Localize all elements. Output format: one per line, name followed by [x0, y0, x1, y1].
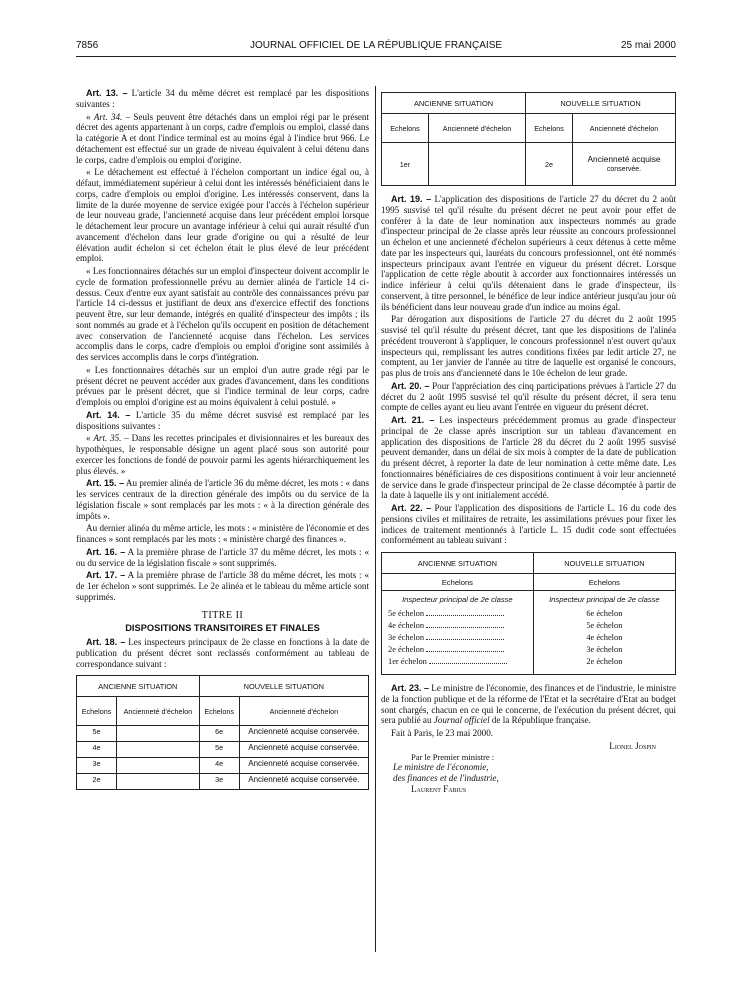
table-subheader: Ancienneté d'échelon [429, 114, 526, 143]
table-row: 3e 4e Ancienneté acquise conservée. [77, 758, 369, 774]
list-item: 2e échelon [388, 644, 527, 656]
reclassement-table-continued [381, 92, 676, 186]
fait-a-paris: Fait à Paris, le 23 mai 2000. [391, 728, 494, 738]
publication-date: 25 mai 2000 [620, 40, 676, 51]
table-subheader: Ancienneté d'échelon [573, 114, 676, 143]
art13-q2: « Le détachement est effectué à l'échelon comportant un indice égal ou, à défaut, immédiatement supérieur à celui dont les intéressés bénéficiaient dans le corps, cadre d'emplois ou emploi d'origine. Les intéressés conservent, dans la limite de la durée moyenne de service exigée pour l'accès à l'échelon supérieur de leur nouveau grade, l'ancienneté acquise dans leur précédent emploi lorsque le détachement leur procure un avantage inférieur à celui qui aurait résulté d'un avancement d'échelon dans leur grade d'origine ou qui a résulté de leur élévation audit échelon si cet échelon était le plus élevé de leur précédent emploi. [76, 167, 369, 264]
art23: Art. 23. – Le ministre de l'économie, des finances et de l'industrie, le ministre de la fonction publique et de la réforme de l'Etat et la secrétaire d'Etat au budget sont chargés, chacun en ce qui le concerne, de l'exécution du présent décret, qui sera publié au Journal officiel de la République française. [381, 683, 676, 726]
right-column [381, 92, 676, 795]
dispositions-heading: DISPOSITIONS TRANSITOIRES ET FINALES [125, 623, 320, 634]
table-header-old: ANCIENNE SITUATION [382, 553, 534, 574]
list-item: 4e échelon [586, 633, 623, 642]
table-row: 1er 2e Ancienneté acquise conservée. [382, 143, 676, 186]
table-subheader: Echelons [526, 114, 573, 143]
art18: Art. 18. – Les inspecteurs principaux de 2e classe en fonctions à la date de publication du présent décret sont reclassés conformément au tableau de correspondance suivant : [76, 637, 369, 669]
art14-intro: Art. 14. – L'article 35 du même décret susvisé est remplacé par les dispositions suivantes : [76, 409, 369, 431]
minister-title-line2: des finances et de l'industrie, [393, 773, 499, 783]
art21: Art. 21. – Les inspecteurs précédemment promus au grade d'inspecteur principal de 2e classe après inscription sur un tableau d'avancement en application des dispositions de l'article 28 du décret du 2 août 1995 susvisé peuvent demander, dans un délai de six mois à compter de la date de publication du présent décret, à reporter la date de leur nomination à cette même date. Les fonctionnaires bénéficiaires de ces dispositions continuent à voir leur ancienneté de service dans le grade d'inspecteur principal de 2e classe décomptée à partir de la date à laquelle ils y ont initialement accédé. [381, 415, 676, 501]
art13-intro: Art. 13. – L'article 34 du même décret est remplacé par les dispositions suivantes : [76, 88, 369, 109]
minister-title-line1: Le ministre de l'économie, [393, 762, 489, 773]
list-item: 5e échelon [586, 621, 623, 630]
table-header-old: ANCIENNE SITUATION [77, 676, 200, 697]
art15: Art. 15. – Au premier alinéa de l'article 36 du même décret, les mots : « dans les services centraux de la direction générale des impôts ou du service de la législation fiscale » sont remplacés par les mots : « à la direction générale des impôts ». [76, 478, 369, 521]
par-le-premier-ministre: Par le Premier ministre : [411, 751, 495, 762]
page-header [76, 40, 676, 54]
list-item: 2e échelon [586, 657, 623, 666]
signatory-name: Lionel Jospin [609, 740, 656, 751]
table-header-new: NOUVELLE SITUATION [533, 553, 675, 574]
table-subheader: Echelons [199, 697, 239, 726]
table-row: 4e 5e Ancienneté acquise conservée. [77, 742, 369, 758]
grade-label: Inspecteur principal de 2e classe [549, 595, 660, 604]
journal-title: JOURNAL OFFICIEL DE LA RÉPUBLIQUE FRANÇAISE [249, 40, 503, 51]
table-subheader: Echelons [382, 114, 429, 143]
art13-q1: « Art. 34. – Seuls peuvent être détachés dans un emploi régi par le présent décret des agents appartenant à un corps, cadre d'emplois ou emploi, classé dans la catégorie A et dont l'indice terminal est au moins égal à l'indice brut 966. Le détachement est effectué sur un grade de niveau équivalent à celui détenu dans le corps, cadre d'emplois ou emploi d'origine. [76, 111, 369, 165]
left-column [76, 88, 369, 798]
pension-assimilation-table [381, 552, 676, 675]
art13-q3: « Les fonctionnaires détachés sur un emploi d'inspecteur doivent accomplir le cycle de formation professionnelle prévu au dernier alinéa de l'article 14 ci-dessus. Ceux d'entre eux ayant satisfait au contrôle des connaissances prévu par l'article 14 ci-dessus et justifiant de deux ans d'exercice effectif des fonctions peuvent être, sur leur demande, intégrés en qualité d'inspecteur des impôts ; ils sont nommés au grade et à l'échelon qu'ils occupent en position de détachement avec conservation de l'ancienneté acquise dans l'échelon. Les services accomplis dans le corps, cadre d'emplois ou emploi d'origine sont assimilés à des services accomplis dans le corps d'intégration. [76, 266, 369, 362]
minister-name: Laurent Fabius [411, 783, 467, 794]
table-subheader: Echelons [533, 574, 675, 591]
column-separator [375, 86, 376, 952]
table-subheader: Ancienneté d'échelon [117, 697, 200, 726]
table-subheader: Ancienneté d'échelon [239, 697, 368, 726]
art19-p2: Par dérogation aux dispositions de l'article 27 du décret du 2 août 1995 susvisé tel qu'il résulte du présent décret, tant que les dispositions de l'alinéa précédent trouveront à s'appliquer, le concours professionnel n'est ouvert qu'aux inspecteurs qui, remplissant les autres conditions fixées par ledit article 27, ne comptent, au 1er janvier de l'année au titre de laquelle est organisé le concours, pas plus de trois ans d'ancienneté dans le 10e échelon de leur grade. [381, 314, 676, 378]
art22: Art. 22. – Pour l'application des dispositions de l'article L. 16 du code des pensions civiles et militaires de retraite, les assimilations prévues pour fixer les indices de traitement mentionnés à l'article L. 15 dudit code sont effectuées conformément au tableau suivant : [381, 503, 676, 546]
art13-q4: « Les fonctionnaires détachés sur un emploi d'un autre grade régi par le présent décret ne peuvent accéder aux grades d'avancement, dans les conditions prévues par le présent décret, que si l'indice terminal de leur corps, cadre d'emplois ou emploi d'origine est au moins équivalent à celui postulé. » [76, 364, 369, 407]
list-item: 3e échelon [388, 632, 527, 644]
list-item: 1er échelon [388, 656, 527, 668]
reclassement-table [76, 675, 369, 790]
list-item: 4e échelon [388, 620, 527, 632]
list-item: 3e échelon [586, 645, 623, 654]
table-subheader: Echelons [77, 697, 117, 726]
art20: Art. 20. – Pour l'appréciation des cinq participations prévues à l'article 27 du décret du 2 août 1995 susvisé tel qu'il résulte du présent décret, il sera tenu compte de celles ayant eu lieu avant l'entrée en vigueur du présent décret. [381, 380, 676, 413]
table-row: 5e 6e Ancienneté acquise conservée. [77, 726, 369, 742]
art16: Art. 16. – A la première phrase de l'article 37 du même décret, les mots : « ou du service de la législation fiscale » sont supprimés. [76, 546, 369, 568]
art17: Art. 17. – A la première phrase de l'article 38 du même décret, les mots : « de 1er échelon » sont supprimés. Le 2e alinéa et le tableau du même article sont supprimés. [76, 570, 369, 602]
new-grade-cell [533, 591, 675, 675]
table-header-new: NOUVELLE SITUATION [199, 676, 368, 697]
header-rule [76, 56, 676, 57]
grade-label: Inspecteur principal de 2e classe [402, 595, 513, 604]
titre-heading: TITRE II [201, 609, 244, 621]
table-header-old: ANCIENNE SITUATION [382, 93, 526, 114]
table-row: 2e 3e Ancienneté acquise conservée. [77, 774, 369, 790]
old-grade-cell [382, 591, 534, 675]
art15-p2: Au dernier alinéa du même article, les mots : « ministère de l'économie et des finances » sont remplacés par les mots : « ministère chargé des finances ». [76, 523, 369, 544]
art19: Art. 19. – L'application des dispositions de l'article 27 du décret du 2 août 1995 susvisé tel qu'il résulte du présent décret ne peut avoir pour effet de conférer à la date de leur nomination aux inspecteurs nommés au grade d'inspecteur principal de 2e classe après leur réussite au concours professionnel un échelon et une ancienneté d'échelon supérieurs à ceux détenus à cette même date par les inspecteurs qui, lauréats du concours professionnel, ont été nommés inspecteurs principaux avant l'entrée en vigueur du présent décret. Lorsque l'application de cette règle aboutit à accorder aux fonctionnaires intéressés un indice inférieur à celui qu'ils détenaient dans le grade d'inspecteur, ils conservent, à titre personnel, le bénéfice de leur indice antérieur jusqu'au jour où ils bénéficient dans leur nouveau grade d'un indice au moins égal. [381, 194, 676, 312]
page-number: 7856 [76, 40, 99, 51]
table-subheader: Echelons [382, 574, 534, 591]
table-header-new: NOUVELLE SITUATION [526, 93, 676, 114]
list-item: 5e échelon [388, 608, 527, 620]
list-item: 6e échelon [586, 609, 623, 618]
art14-q: « Art. 35. – Dans les recettes principales et divisionnaires et les bureaux des hypothèques, le responsable désigne un agent placé sous son autorité pour exercer les fonctions de fondé de pouvoir parmi les agents hiérarchiquement les plus élevés. » [76, 433, 369, 476]
